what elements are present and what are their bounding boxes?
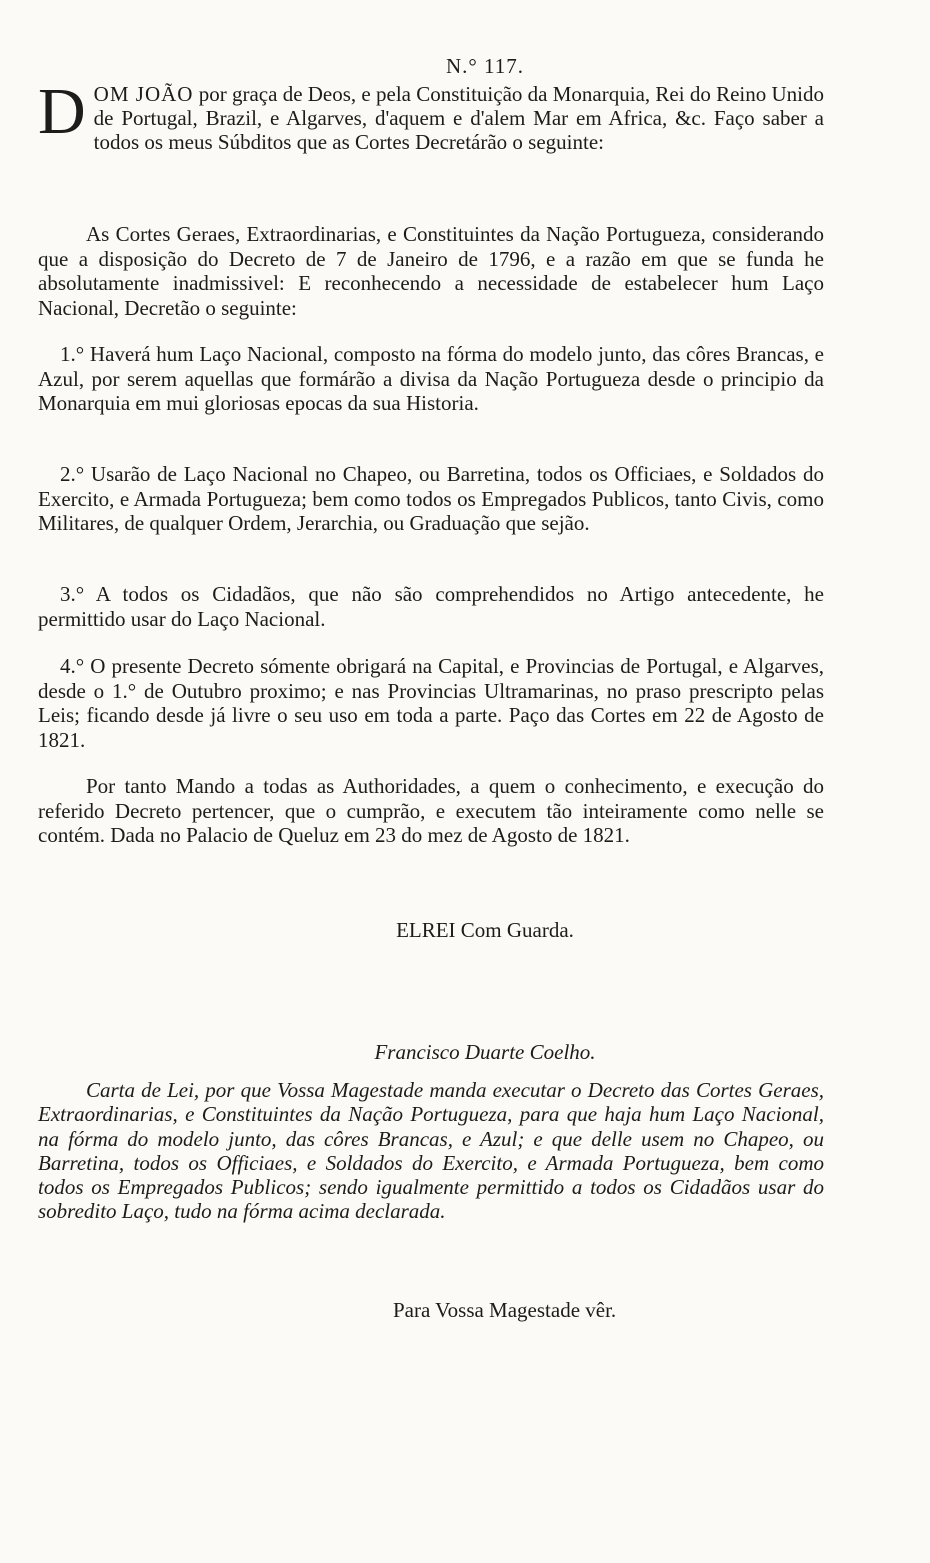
king-name: OM JOÃO (93, 82, 194, 106)
mandate-paragraph: Por tanto Mando a todas as Authoridades, a quem o conhecimento, e execução do referido Decreto pertencer, que o cumprão, e executem tão inteiramente como nelle se contém. Dada no Palacio de Queluz em 23 do mez de Agosto de 1821. (38, 774, 824, 847)
article-text: Haverá hum Laço Nacional, composto na fórma do modelo junto, das côres Brancas, e Azul, por serem aquellas que formárão a divisa da Nação Portugueza desde o principio da Monarquia em mui gloriosas epocas da sua Historia. (38, 342, 825, 415)
article-3 (38, 582, 824, 631)
article-number: 4.° (60, 654, 85, 678)
king-signature: ELREI Com Guarda. (396, 918, 574, 942)
drop-cap: D (38, 75, 86, 148)
intro-text: por graça de Deos, e pela Constituição da Monarquia, Rei do Reino Unido de Portugal, Brazil, e Algarves, d'aquem e d'alem Mar em Africa, &c. Faço saber a todos os meus Súbditos que as Cortes Decretárão o seguinte: (93, 82, 825, 154)
minister-signature: Francisco Duarte Coelho. (374, 1040, 596, 1064)
article-text: O presente Decreto sómente obrigará na Capital, e Provincias de Portugal, e Algarves, desde o 1.° de Outubro proximo; e nas Provincias Ultramarinas, no praso prescripto pelas Leis; ficando desde já livre o seu uso em toda a parte. Paço das Cortes em 22 de Agosto de 1821. (38, 654, 824, 752)
article-text: Usarão de Laço Nacional no Chapeo, ou Barretina, todos os Officiaes, e Soldados do Exercito, e Armada Portugueza; bem como todos os Empregados Publicos, tanto Civis, como Militares, de qualquer Ordem, Jerarchia, ou Graduação que sejão. (38, 462, 824, 535)
preamble-paragraph: As Cortes Geraes, Extraordinarias, e Constituintes da Nação Portugueza, considerando que a disposição do Decreto de 7 de Janeiro de 1796, e a razão em que se funda he absolutamente inadmissivel: E reconhecendo a necessidade de estabelecer hum Laço Nacional, Decretão o seguinte: (38, 222, 824, 320)
document-number: N.° 117. (445, 54, 525, 78)
carta-de-lei-paragraph: Carta de Lei, por que Vossa Magestade manda executar o Decreto das Cortes Geraes, Extraordinarias, e Constituintes da Nação Portugueza, para que haja hum Laço Nacional, na fórma do modelo junto, das côres Brancas, e Azul; e que delle usem no Chapeo, ou Barretina, todos os Officiaes, e Soldados do Exercito, e Armada Portugueza, bem como todos os Empregados Publicos; sendo igualmente permittido a todos os Cidadãos usar do sobredito Laço, tudo na fórma acima declarada. (38, 1078, 824, 1224)
article-2 (38, 462, 824, 536)
article-4 (38, 654, 824, 752)
article-1 (38, 342, 824, 416)
closing-line: Para Vossa Magestade vêr. (393, 1298, 617, 1322)
article-number: 2.° (60, 462, 85, 486)
article-text: A todos os Cidadãos, que não são comprehendidos no Artigo antecedente, he permittido usar do Laço Nacional. (38, 582, 825, 631)
article-number: 1.° (60, 342, 85, 366)
article-number: 3.° (60, 582, 85, 606)
intro-paragraph (38, 75, 825, 154)
